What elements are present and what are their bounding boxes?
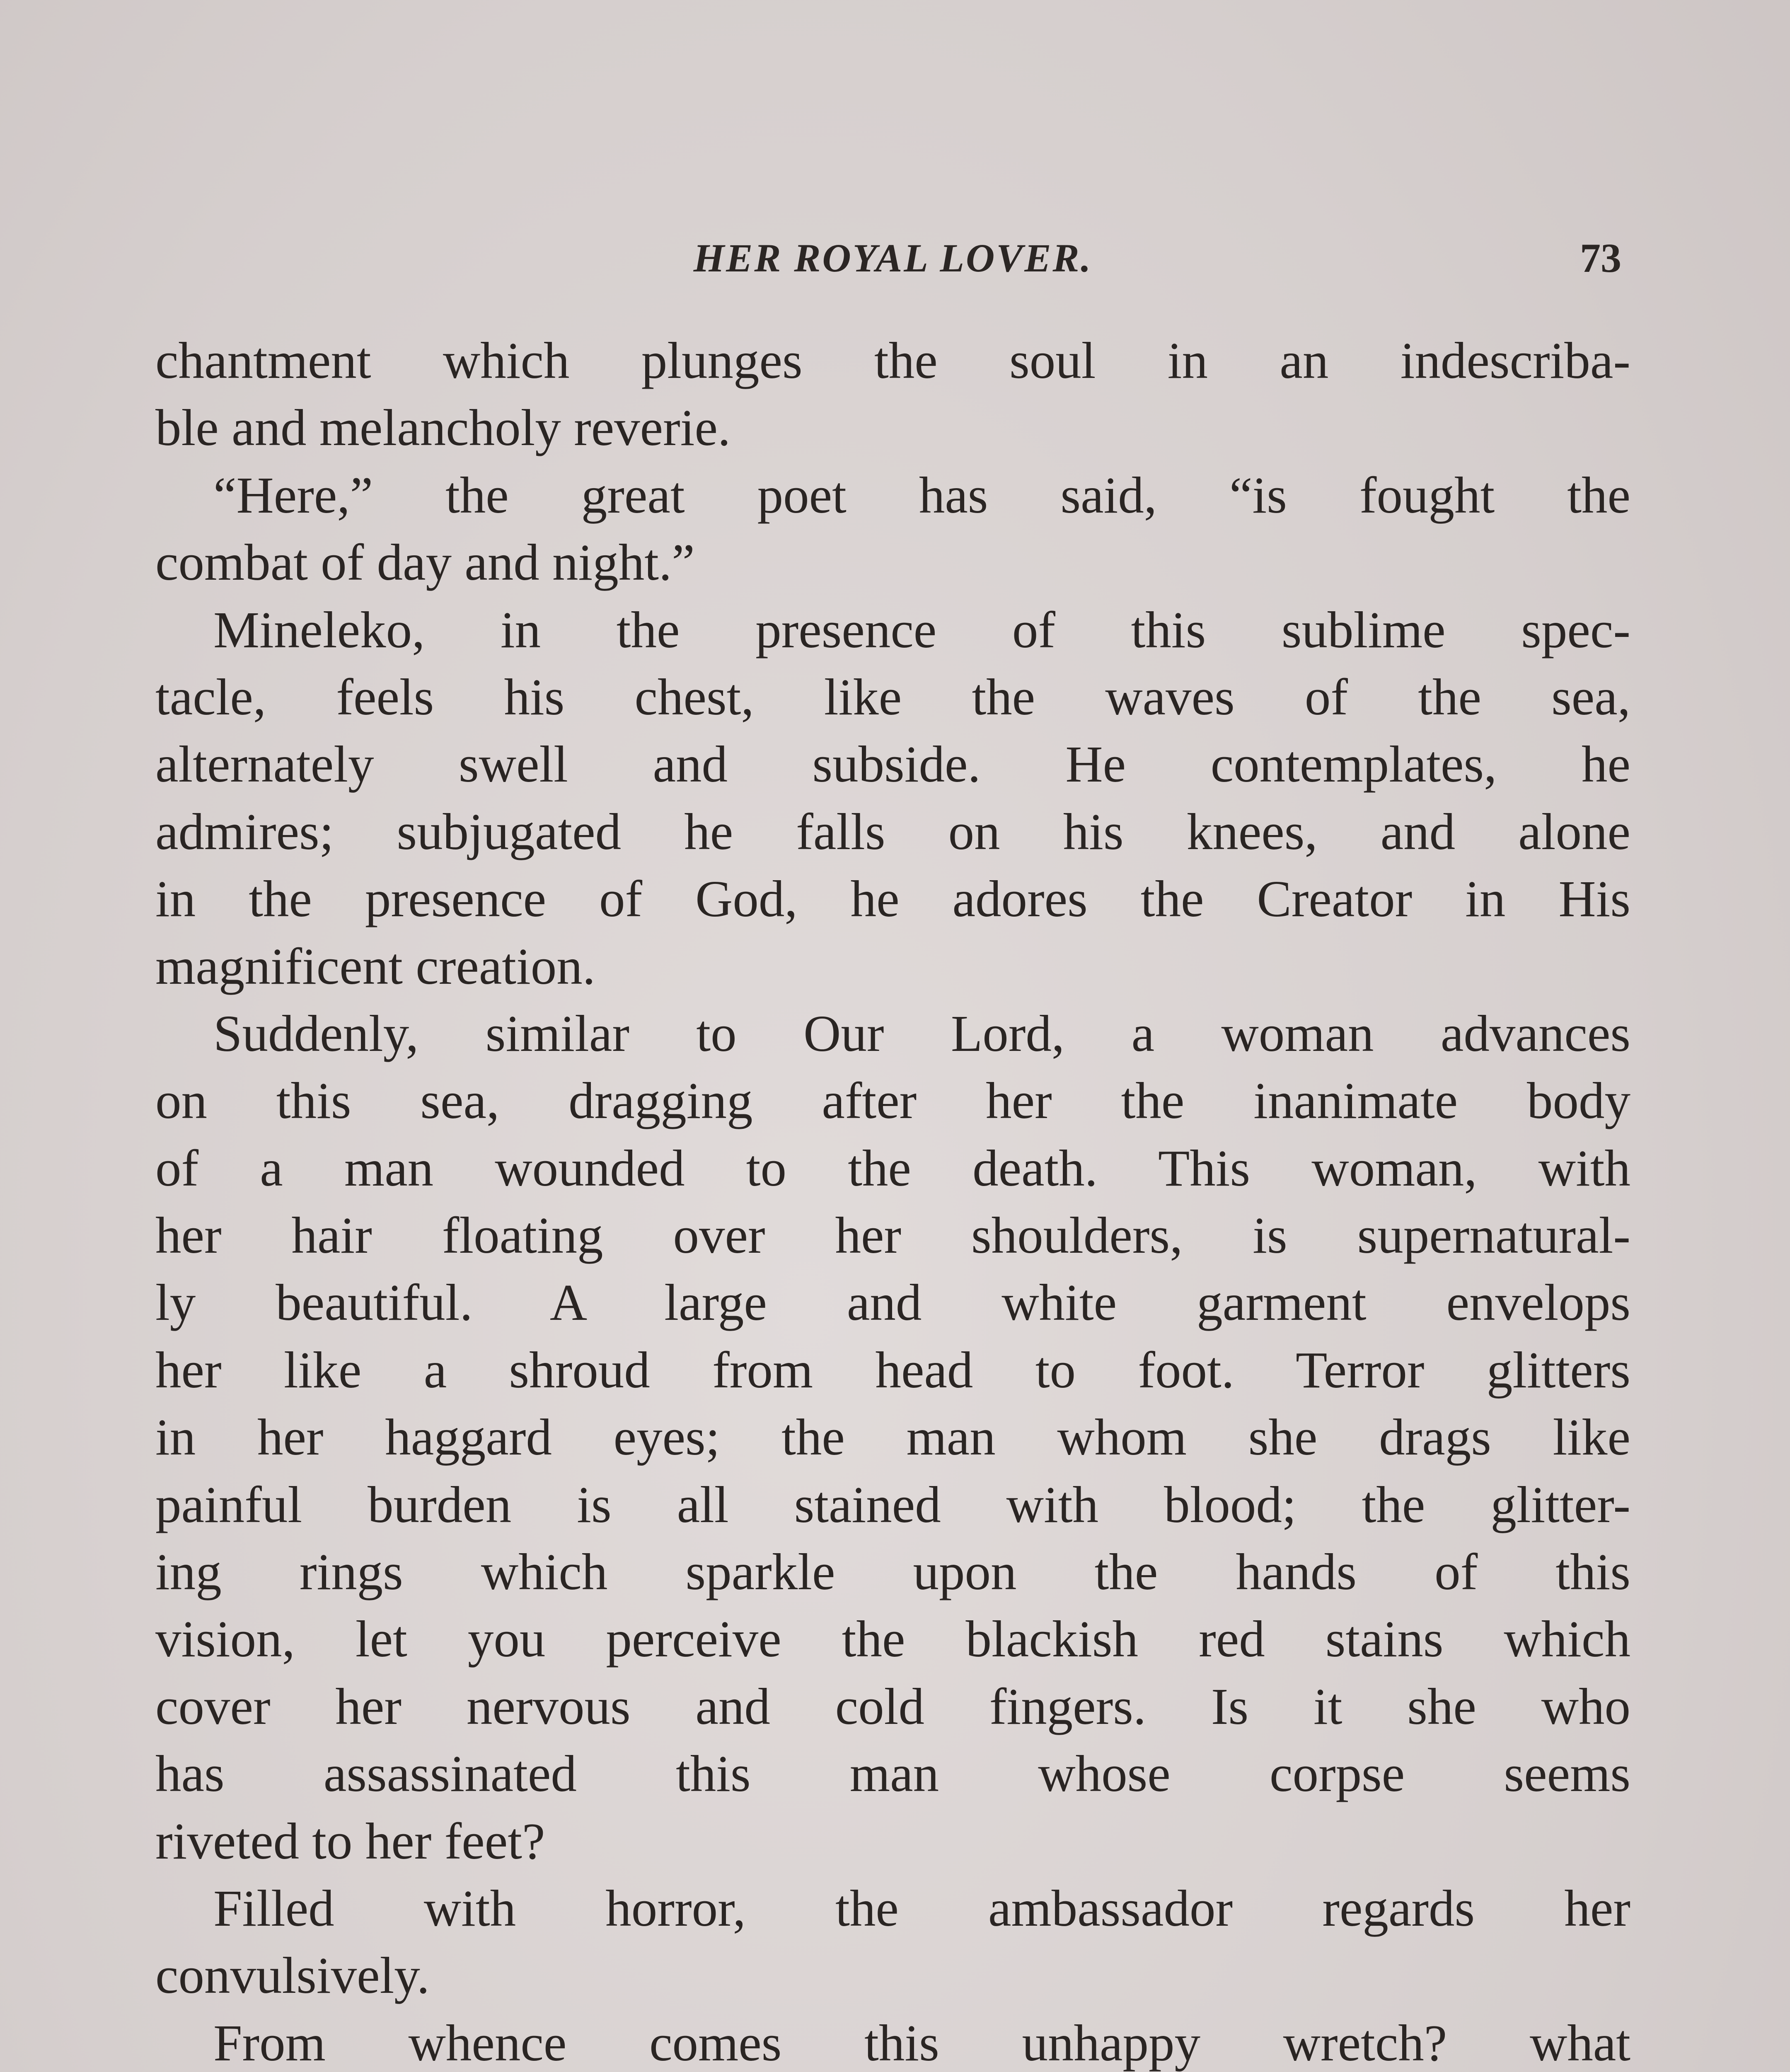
paragraph (155, 597, 1630, 1000)
text-line: convulsively. (155, 1947, 430, 2005)
body-text (155, 327, 1630, 2072)
text-line: From whence comes this unhappy wretch? what (213, 2014, 1630, 2072)
text-line: of a man wounded to the death. This woman, with (155, 1140, 1630, 1197)
text-line: tacle, feels his chest, like the waves of the sea, (155, 668, 1630, 726)
text-line: combat of day and night.” (155, 534, 695, 592)
text-line: in her haggard eyes; the man whom she drags like (155, 1409, 1630, 1467)
text-line: vision, let you perceive the blackish red stains which (155, 1611, 1630, 1668)
text-line: magnificent creation. (155, 938, 596, 995)
running-head (155, 231, 1630, 285)
text-line: her hair floating over her shoulders, is supernatural- (155, 1207, 1630, 1265)
text-line: riveted to her feet? (155, 1813, 545, 1870)
text-line: painful burden is all stained with blood; the glitter- (155, 1476, 1630, 1534)
text-line: “Here,” the great poet has said, “is fought the (213, 467, 1630, 524)
text-line: ble and melancholy reverie. (155, 399, 731, 457)
text-line: cover her nervous and cold fingers. Is it she who (155, 1678, 1630, 1736)
text-line: in the presence of God, he adores the Creator in His (155, 871, 1630, 928)
paragraph (155, 1000, 1630, 1875)
paragraph (155, 462, 1630, 597)
text-line: her like a shroud from head to foot. Terror glitters (155, 1341, 1630, 1399)
text-line: chantment which plunges the soul in an indescriba- (155, 332, 1630, 390)
text-line: on this sea, dragging after her the inanimate body (155, 1072, 1630, 1130)
paragraph (155, 1875, 1630, 2010)
text-line: admires; subjugated he falls on his knees, and alone (155, 803, 1630, 861)
text-line: ly beautiful. A large and white garment envelops (155, 1274, 1630, 1332)
page-number: 73 (1580, 235, 1621, 281)
paragraph (155, 2010, 1630, 2072)
running-head-title: HER ROYAL LOVER. (693, 236, 1093, 280)
paragraph (155, 327, 1630, 462)
text-line: Filled with horror, the ambassador regards her (213, 1880, 1630, 1937)
text-line: Suddenly, similar to Our Lord, a woman advances (213, 1005, 1630, 1063)
text-line: has assassinated this man whose corpse seems (155, 1745, 1630, 1803)
text-line: ing rings which sparkle upon the hands of this (155, 1544, 1630, 1601)
text-line: alternately swell and subside. He contemplates, he (155, 736, 1630, 794)
text-line: Mineleko, in the presence of this sublime spec- (213, 601, 1630, 659)
